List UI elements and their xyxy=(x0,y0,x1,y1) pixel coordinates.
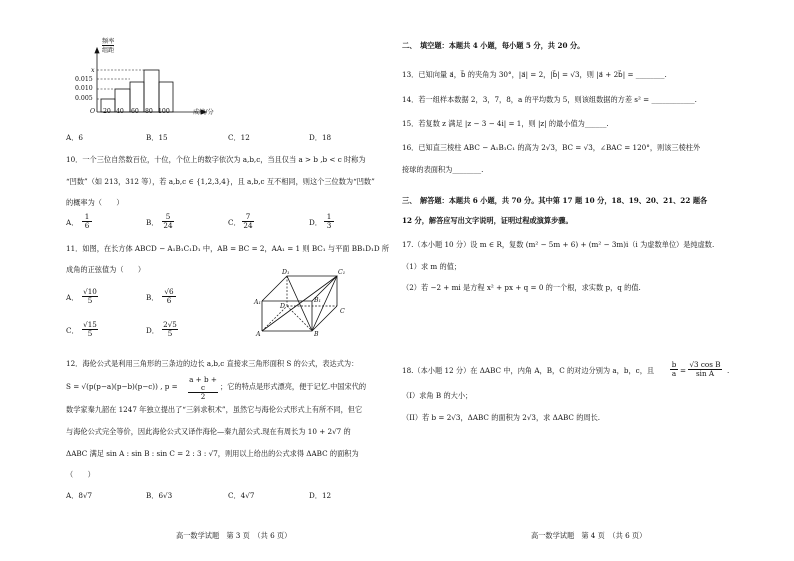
q11-line1: 11．如图，在长方体 ABCD − A₁B₁C₁D₁ 中，AB = BC = 2，AA₁ = 1 则 BC₁ 与平面 BB₁D₁D 所 xyxy=(66,244,390,253)
q12-option-a: A．8√7 xyxy=(66,491,93,500)
q14: 14．若一组样本数据 2，3，7，8，a 的平均数为 5，则该组数据的方差 s² = ____________. xyxy=(402,95,697,104)
q12-option-d: D．12 xyxy=(309,491,332,500)
chart-ylabel-2: 组距 xyxy=(102,47,115,54)
q12-line1: 12．海伦公式是利用三角形的三条边的边长 a,b,c 直接求三角形面积 S 的公式，表达式为： xyxy=(66,359,359,368)
fig-label-b1: B₁ xyxy=(314,297,322,304)
fig-label-c1: C₁ xyxy=(338,269,346,276)
q12-line2a: S = √(p(p−a)(p−b)(p−c)) , p = xyxy=(66,382,178,391)
q17-part2: （2）若 −2 + mi 是方程 x² + px + q = 0 的一个根，求实数 p，q 的值. xyxy=(402,283,641,292)
chart-ylabel-1: 频率 xyxy=(102,38,115,45)
left-page-footer: 高一数学试题 第 3 页 （共 6 页） xyxy=(176,531,292,540)
q11-option-a-fraction: $\frac{√10}{5}$ xyxy=(83,287,97,305)
q10-line3: 的概率为（ ） xyxy=(66,198,124,207)
q11-option-b-fraction: $\frac{√6}{6}$ xyxy=(162,288,176,305)
q13: 13．已知向量 a⃗，b⃗ 的夹角为 30°，|a⃗| = 2，|b⃗| = √3，则 |a⃗ + 2b⃗| = ________. xyxy=(402,70,667,79)
fig-label-b: B xyxy=(314,331,319,338)
y-axis-arrow xyxy=(95,48,99,53)
chart-xlabel: 成绩/分 xyxy=(193,109,214,116)
q11-option-c-fraction: $\frac{√15}{5}$ xyxy=(83,320,97,338)
fig-label-d1: D₁ xyxy=(282,269,290,276)
fig-label-a: A xyxy=(256,331,261,338)
q10-option-d-fraction: $\frac{1}{3}$ xyxy=(324,213,334,230)
chart-origin: O xyxy=(90,108,96,115)
q9-option-a: A．6 xyxy=(66,133,83,142)
chart-ytick-0.015: 0.015 xyxy=(75,76,93,83)
q9-option-c: C．12 xyxy=(228,133,250,142)
q10-option-b-fraction: $\frac{5}{24}$ xyxy=(163,212,173,230)
section2-header: 二、 填空题：本题共 4 小题，每小题 5 分，共 20 分。 xyxy=(402,41,585,50)
chart-xtick-100: 100 xyxy=(158,108,170,115)
q11-line2: 成角的正弦值为（ ） xyxy=(66,265,146,274)
chart-xtick-80: 80 xyxy=(145,108,153,115)
q16-line1: 16．已知直三棱柱 ABC − A₁B₁C₁ 的高为 2√3，BC = √3，∠BAC = 120°，则该三棱柱外 xyxy=(402,143,701,152)
q12-line3: 数学家秦九韶在 1247 年独立提出了“三斜求积术”，虽然它与海伦公式形式上有所不同，但它 xyxy=(66,405,363,414)
q10-option-a-fraction: $\frac{1}{6}$ xyxy=(82,213,92,230)
section3-line2: 12 分，解答应写出文字说明，证明过程或演算步骤。 xyxy=(402,216,573,225)
q12-line4: 与海伦公式完全等价，因此海伦公式又译作海伦—秦九韶公式.现在有周长为 10 + 2√7 的 xyxy=(66,427,351,436)
chart-xtick-60: 60 xyxy=(131,108,139,115)
q16-line2: 接球的表面积为________. xyxy=(402,165,484,174)
q10-option-b-label: B． xyxy=(146,218,159,227)
q12-option-c: C．4√7 xyxy=(228,491,255,500)
q11-option-a-label: A． xyxy=(66,293,79,302)
q12-p-fraction: $\frac{a + b + c}{2}$ xyxy=(189,375,217,401)
q18-equals: = xyxy=(680,366,687,375)
fig-label-d: D xyxy=(280,303,285,310)
q18-end: . xyxy=(727,366,730,375)
q11-option-b-label: B． xyxy=(146,293,159,302)
q15: 15．若复数 z 满足 |z − 3 − 4i| = 1，则 |z| 的最小值为______. xyxy=(402,119,609,128)
chart-xtick-20: 20 xyxy=(103,108,111,115)
q10-line2: “凹数”（如 213，312 等），若 a,b,c ∈ {1,2,3,4}，且 a,b,c 互不相同，则这个三位数为“凹数” xyxy=(66,177,375,186)
q11-option-d-label: D． xyxy=(146,326,159,335)
q10-line1: 10．一个三位自然数百位，十位，个位上的数字依次为 a,b,c，当且仅当 a > b ,b < c 时称为 xyxy=(66,155,366,164)
histogram-bar-80-100 xyxy=(144,70,159,112)
chart-xtick-40: 40 xyxy=(116,108,124,115)
fig-label-a1: A₁ xyxy=(254,299,261,306)
q18-fraction-cosb-over-sina: $\frac{\text{√3 cos B}}{\text{sin A}}$ xyxy=(689,360,721,378)
right-page-footer: 高一数学试题 第 4 页 （共 6 页） xyxy=(531,531,647,540)
chart-ytick-0.010: 0.010 xyxy=(75,85,93,92)
q18-line1: 18.（本小题 12 分）在 ΔABC 中，内角 A，B，C 的对边分别为 a，b，c，且 xyxy=(402,366,655,375)
q12-line6: （ ） xyxy=(66,470,95,479)
q12-line5: ΔABC 满足 sin A : sin B : sin C = 2 : 3 : √7，则用以上给出的公式求得 ΔABC 的面积为 xyxy=(66,449,359,458)
chart-ytick-0.005: 0.005 xyxy=(75,95,93,102)
q10-option-a-label: A． xyxy=(66,218,79,227)
q17-line1: 17.（本小题 10 分）设 m ∈ R，复数 (m² − 5m + 6) + (m² − 3m)i（i 为虚数单位）是纯虚数. xyxy=(402,240,715,249)
q10-option-d-label: D． xyxy=(309,218,322,227)
q10-option-c-fraction: $\frac{7}{24}$ xyxy=(243,212,253,230)
q11-option-c-label: C． xyxy=(66,326,79,335)
q18-part2: （II）若 b = 2√3，ΔABC 的面积为 2√3，求 ΔABC 的周长. xyxy=(402,413,601,422)
q17-part1: （1）求 m 的值； xyxy=(402,262,462,271)
q12-line2b: ；它的特点是形式漂亮，便于记忆.中国宋代的 xyxy=(220,382,367,391)
section3-line1: 三、 解答题：本题共 6 小题，共 70 分。其中第 17 题 10 分，18、19、20、21、22 题各 xyxy=(402,196,708,205)
chart-ytick-x: x xyxy=(91,67,95,74)
cuboid-figure xyxy=(252,268,352,338)
q11-option-d-fraction: $\frac{2√5}{5}$ xyxy=(163,320,177,338)
q18-fraction-b-over-a: $\frac{b}{a}$ xyxy=(671,360,677,378)
q9-option-d: D．18 xyxy=(309,133,332,142)
q12-option-b: B．6√3 xyxy=(146,491,173,500)
fig-label-c: C xyxy=(340,308,345,315)
q10-option-c-label: C． xyxy=(228,218,241,227)
q9-option-b: B．15 xyxy=(146,133,168,142)
q18-part1: （I）求角 B 的大小； xyxy=(402,391,473,400)
